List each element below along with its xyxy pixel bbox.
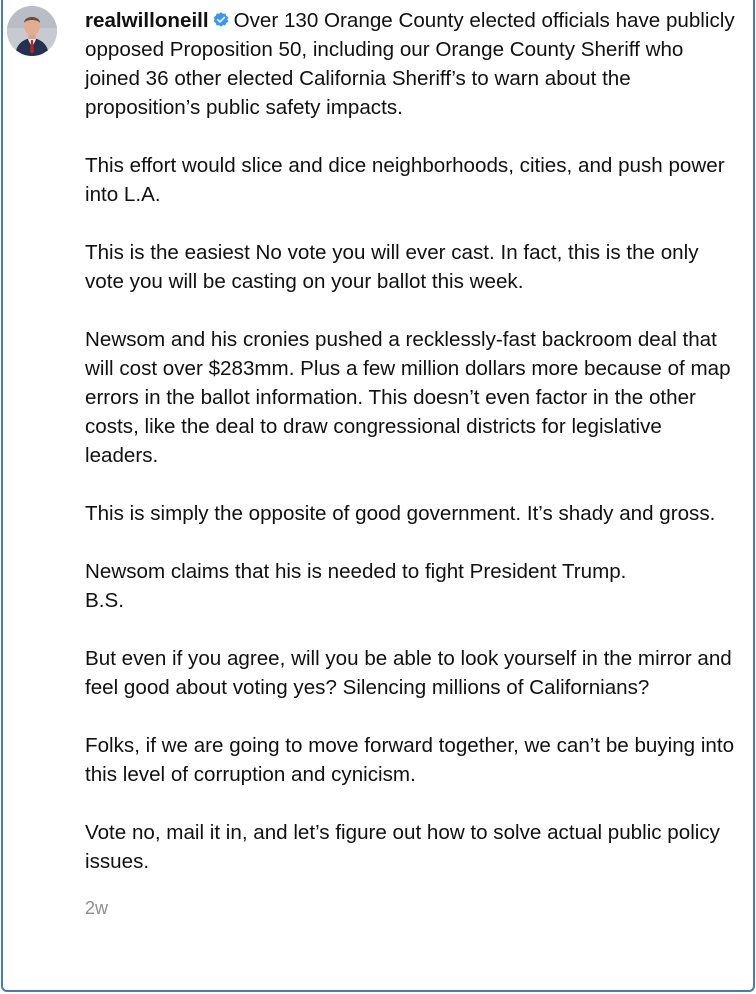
post-timestamp[interactable]: 2w	[85, 898, 109, 918]
caption-paragraph-6: Newsom claims that his is needed to fight President Trump. B.S.	[85, 560, 627, 612]
caption-paragraph-2: This effort would slice and dice neighborhoods, cities, and push power into L.A.	[85, 154, 725, 206]
avatar[interactable]	[7, 6, 57, 56]
caption-paragraph-3: This is the easiest No vote you will ever cast. In fact, this is the only vote you will be casting on your ballot this week.	[85, 241, 699, 293]
caption-paragraph-4: Newsom and his cronies pushed a recklessly-fast backroom deal that will cost over $283mm. Plus a few million dollars more because of map errors in the ballot information. This doesn’t even factor in the other costs, like the deal to draw congressional districts for legislative leaders.	[85, 328, 731, 467]
post-card	[1, 0, 755, 992]
post-caption	[85, 6, 735, 923]
username-link[interactable]: realwilloneill	[85, 9, 209, 32]
caption-paragraph-7: But even if you agree, will you be able to look yourself in the mirror and feel good about voting yes? Silencing millions of Californians?	[85, 647, 732, 699]
caption-text: Over 130 Orange County elected officials have publicly opposed Proposition 50, including our Orange County Sheriff who joined 36 other elected California Sheriff’s to warn about the proposition’s public safety impacts.	[85, 9, 735, 119]
user-avatar-photo-icon	[7, 6, 57, 56]
caption-paragraph-1	[85, 6, 735, 122]
caption-paragraph-5: This is simply the opposite of good government. It’s shady and gross.	[85, 502, 716, 525]
verified-badge-icon	[212, 11, 230, 29]
caption-paragraph-9: Vote no, mail it in, and let’s figure out how to solve actual public policy issues.	[85, 821, 720, 873]
caption-paragraph-8: Folks, if we are going to move forward together, we can’t be buying into this level of corruption and cynicism.	[85, 734, 735, 786]
